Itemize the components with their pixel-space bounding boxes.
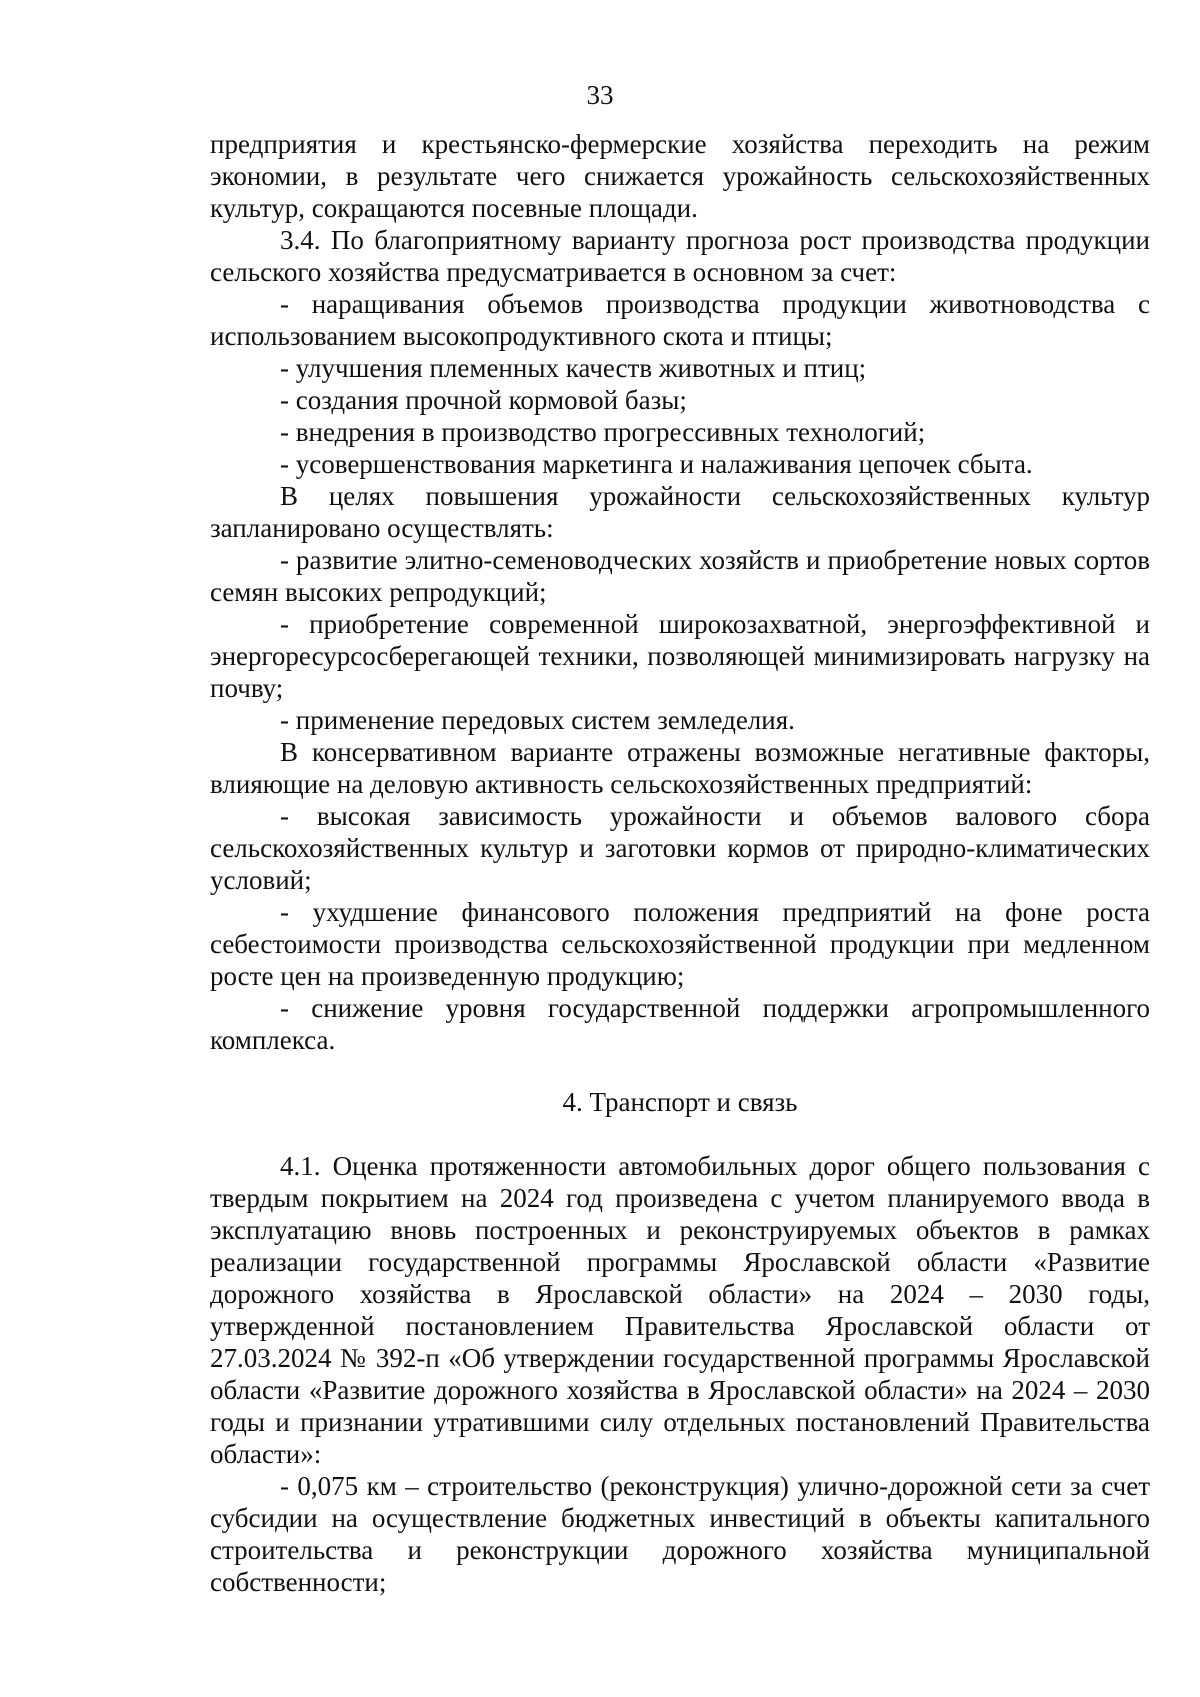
paragraph-intro: предприятия и крестьянско-фермерские хозяйства переходить на режим экономии, в результате чего снижается урожайность сельскохозяйственных культур, сокращаются посевные площади. <box>210 129 1150 223</box>
list-item: - 0,075 км – строительство (реконструкция) улично-дорожной сети за счет субсидии на осуществление бюджетных инвестиций в объекты капитального строительства и реконструкции дорожного хозяйства муниципальной собственности; <box>210 1471 1150 1597</box>
list-item: - создания прочной кормовой базы; <box>280 385 687 415</box>
paragraph-yield-intro: В целях повышения урожайности сельскохозяйственных культур запланировано осуществлять: <box>210 481 1150 543</box>
list-item: - улучшения племенных качеств животных и птиц; <box>280 353 867 383</box>
list-item: - внедрения в производство прогрессивных технологий; <box>280 417 926 447</box>
list-item: - ухудшение финансового положения предприятий на фоне роста себестоимости производства сельскохозяйственной продукции при медленном росте цен на произведенную продукцию; <box>210 897 1150 991</box>
page-number: 33 <box>586 80 614 110</box>
list-item: - наращивания объемов производства продукции животноводства с использованием высокопродуктивного скота и птицы; <box>210 289 1150 351</box>
list-item: - высокая зависимость урожайности и объемов валового сбора сельскохозяйственных культур и заготовки кормов от природно-климатических условий; <box>210 801 1150 895</box>
list-item: - усовершенствования маркетинга и налаживания цепочек сбыта. <box>280 449 1033 479</box>
document-body <box>210 128 1150 1598</box>
paragraph-conservative-intro: В консервативном варианте отражены возможные негативные факторы, влияющие на деловую активность сельскохозяйственных предприятий: <box>210 737 1150 799</box>
list-item: - применение передовых систем земледелия. <box>280 705 795 735</box>
list-item: - развитие элитно-семеноводческих хозяйств и приобретение новых сортов семян высоких репродукций; <box>210 545 1150 607</box>
paragraph-4-1: 4.1. Оценка протяженности автомобильных дорог общего пользования с твердым покрытием на 2024 год произведена с учетом планируемого ввода в эксплуатацию вновь построенных и реконструируемых объектов в рамках реализации государственной программы Ярославской области «Развитие дорожного хозяйства в Ярославской области» на 2024 – 2030 годы, утвержденной постановлением Правительства Ярославской области от 27.03.2024 № 392-п «Об утверждении государственной программы Ярославской области «Развитие дорожного хозяйства в Ярославской области» на 2024 – 2030 годы и признании утратившими силу отдельных постановлений Правительства области»: <box>210 1151 1150 1469</box>
list-item: - снижение уровня государственной поддержки агропромышленного комплекса. <box>210 993 1150 1055</box>
section-heading: 4. Транспорт и связь <box>562 1087 798 1117</box>
paragraph-3-4: 3.4. По благоприятному варианту прогноза рост производства продукции сельского хозяйства предусматривается в основном за счет: <box>210 225 1150 287</box>
list-item: - приобретение современной широкозахватной, энергоэффективной и энергоресурсосберегающей техники, позволяющей минимизировать нагрузку на почву; <box>210 609 1150 703</box>
